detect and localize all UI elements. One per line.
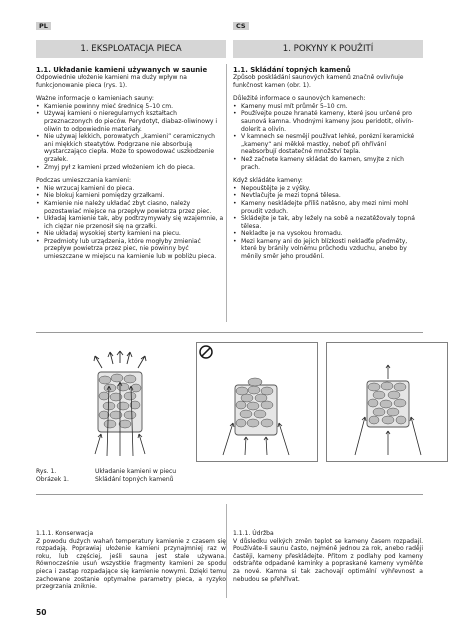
section-heading-cs: 1. POKYNY K POUŽITÍ (233, 40, 423, 58)
stove-incorrect-illustration (215, 371, 297, 457)
divider-figure-bottom (36, 494, 423, 495)
page-number: 50 (36, 608, 47, 617)
column-pl (36, 66, 226, 261)
list-item: • Nie używaj lekkich, porowatych „kamieni” ceramicznych ani miękkich steatytów. Podgrzane nie absorbują wystarczająco ciepła. Może to spowodować uszkodzenie grzałek. (36, 133, 226, 163)
stove-correct-illustration (80, 350, 160, 458)
place-title-pl: Podczas umieszczania kamieni: (36, 177, 131, 185)
list-item: • Používejte pouze hranaté kameny, které jsou určené pro saunová kamna. Vhodnými kameny jsou peridotit, olivín-dolerit a olivín. (233, 110, 423, 133)
subheading-cs: 1.1. Skládání topných kamenů (233, 66, 351, 74)
column-divider-top (226, 64, 227, 322)
list-item: • Zmyj pył z kamieni przed włożeniem ich do pieca. (36, 164, 226, 172)
stove-airflow-illustration (345, 361, 431, 457)
list-item: • Nie układaj wysokiej sterty kamieni na piecu. (36, 230, 226, 238)
maintenance-cs (233, 530, 423, 583)
info-title-pl: Ważne informacje o kamieniach sauny: (36, 95, 154, 103)
subheading-pl: 1.1. Układanie kamieni używanych w saunie (36, 66, 208, 74)
list-item: • Nepouštějte je z výšky. (233, 185, 423, 193)
figure-caption-pl: Układanie kamieni w piecu (95, 468, 177, 475)
section-heading-pl: 1. EKSPLOATACJA PIECA (36, 40, 226, 58)
info-list-cs (233, 103, 423, 171)
no-entry-icon (199, 345, 213, 359)
list-item: • Kameny musí mít průměr 5–10 cm. (233, 103, 423, 111)
maintenance-pl (36, 530, 226, 591)
list-item: • Kamienie powinny mieć średnicę 5–10 cm. (36, 103, 226, 111)
place-title-cs: Když skládáte kameny: (233, 177, 303, 185)
maintenance-title-cs: 1.1.1. Údržba (233, 530, 274, 537)
list-item: • Nevtlačujte je mezi topná tělesa. (233, 192, 423, 200)
intro-cs: Způsob poskládání saunových kamenů značně ovlivňuje funkčnost kamen (obr. 1). (233, 74, 404, 89)
place-list-cs (233, 185, 423, 261)
list-item: • Než začnete kameny skládat do kamen, smyjte z nich prach. (233, 156, 423, 171)
language-tag-pl: PL (36, 22, 51, 30)
list-item: • Nie wrzucaj kamieni do pieca. (36, 185, 226, 193)
figure-caption-cs: Skládání topných kamenů (95, 476, 174, 483)
place-list-pl (36, 185, 226, 261)
maintenance-title-pl: 1.1.1. Konserwacja (36, 530, 94, 537)
list-item: • Nie blokuj kamieni pomiędzy grzałkami. (36, 192, 226, 200)
column-divider-bottom (226, 504, 227, 598)
list-item: • Skládejte je tak, aby ležely na sobě a nezatěžovaly topná tělesa. (233, 215, 423, 230)
list-item: • V kamnech se nesmějí používat lehké, porézní keramické „kameny“ ani měkké mastky, neboť při ohřívání neabsorbují dostatečné množství tepla. (233, 133, 423, 156)
figure-label-pl: Rys. 1. (36, 468, 57, 475)
maintenance-text-pl: Z powodu dużych wahań temperatury kamienie z czasem się rozpadają. Poprawiaj ułożenie kamieni przynajmniej raz w roku, lub częściej, jeśli sauna jest stale używana. Równocześnie usuń wszystkie fragmenty kamieni ze spodu pieca i zastąp rozpadające się kamienie nowymi. Dzięki temu zachowane zostanie optymalne parametry pieca, a ryzyko przegrzania zniknie. (36, 537, 226, 591)
list-item: • Nekladte je na vysokou hromadu. (233, 230, 423, 238)
maintenance-text-cs: V důsledku velkých změn teplot se kameny časem rozpadají. Používáte-li saunu často, nejméně jednou za rok, anebo raději častěji, kameny přeskládejte. Přitom z podlahy pod kameny odstraňte odpadané kaminky a popraskané kameny vyměňte za nové. Kamna si tak zachovají optimální výhřevnost a nebudou se přehřívat. (233, 537, 423, 583)
figure-label-cs: Obrázek 1. (36, 476, 69, 483)
list-item: • Przedmioty lub urządzenia, które mogłyby zmieniać przepływ powietrza przez piec, nie powinny być umieszczane w miejscu na kamienie lub w pobliżu pieca. (36, 238, 226, 261)
column-cs (233, 66, 423, 261)
info-list-pl (36, 103, 226, 171)
list-item: • Układaj kamienie tak, aby podtrzymywały się wzajemnie, a ich ciężar nie przenosił się na grzałki. (36, 215, 226, 230)
intro-pl: Odpowiednie ułożenie kamieni ma duży wpływ na funkcjonowanie pieca (rys. 1). (36, 74, 187, 89)
list-item: • Mezi kameny ani do jejich blízkosti nekladťe předměty, které by bránily volnému průchodu vzduchu, anebo by měnily směr jeho proudění. (233, 238, 423, 261)
figure-box-correct-pile (326, 342, 448, 462)
divider-figure-top (36, 332, 423, 333)
list-item: • Używaj kamieni o nieregularnych kształtach przeznaczonych do pieców. Perydotyt, diabaz-oliwinowy i oliwin to odpowiednie materiały. (36, 110, 226, 133)
info-title-cs: Důležité informace o saunových kamenech: (233, 95, 366, 103)
list-item: • Kameny neskládejte příliš natěsno, aby mezi nimi mohl proudit vzduch. (233, 200, 423, 215)
figure-box-incorrect (196, 342, 318, 462)
language-tag-cs: CS (233, 22, 249, 30)
list-item: • Kamienie nie należy układać zbyt ciasno, należy pozostawiać miejsce na przepływ powietrza przez piec. (36, 200, 226, 215)
